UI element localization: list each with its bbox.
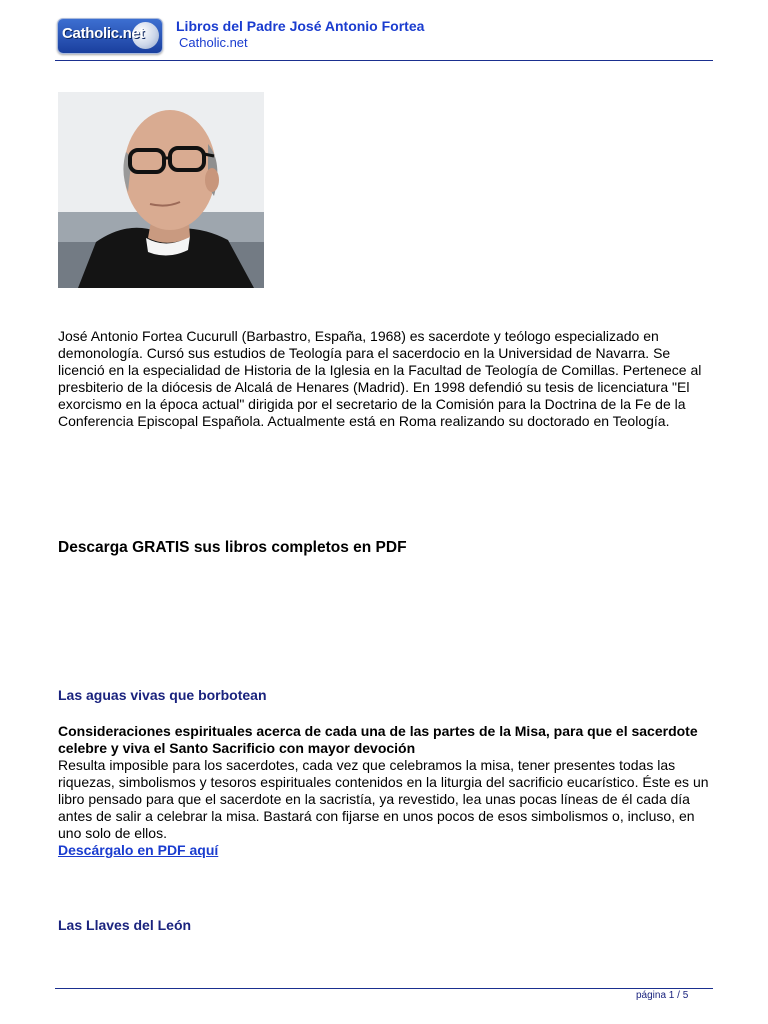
book-subtitle: Consideraciones espirituales acerca de cada una de las partes de la Misa, para que el sacerdote celebre y viva el Santo Sacrificio con mayor devoción [58,723,698,756]
header-divider [55,60,713,61]
book-description-block [58,723,714,859]
book-title: Las aguas vivas que borbotean [58,687,267,703]
page-header [55,14,713,60]
author-photo [58,92,264,288]
downloads-heading: Descarga GRATIS sus libros completos en PDF [58,539,407,556]
page-number: página 1 / 5 [636,990,689,1001]
document-title: Libros del Padre José Antonio Fortea [176,18,425,34]
author-biography: José Antonio Fortea Cucurull (Barbastro, España, 1968) es sacerdote y teólogo especializado en demonología. Cursó sus estudios de Teología para el sacerdocio en la Universidad de Navarra. Se licenció en la especialidad de Historia de la Iglesia en la Facultad de Teología de Comillas. Pertenece al presbiterio de la diócesis de Alcalá de Henares (Madrid). En 1998 defendió su tesis de licenciatura "El exorcismo en la época actual" dirigida por el secretario de la Comisión para la Doctrina de la Fe de la Conferencia Episcopal Española. Actualmente está en Roma realizando su doctorado en Teología. [58,328,702,429]
logo-text: Catholic.net [62,25,145,42]
download-pdf-link[interactable]: Descárgalo en PDF aquí [58,842,219,858]
catholic-net-logo[interactable] [57,18,163,54]
book-description: Resulta imposible para los sacerdotes, cada vez que celebramos la misa, tener presentes todas las riquezas, simbolismos y tesoros espirituales contenidos en la liturgia del sacrificio eucarístico. Éste es un libro pensado para que el sacerdote en la sacristía, ya revestido, lea unas pocas líneas de él cada día antes de salir a celebrar la misa. Bastará con fijarse en unos pocos de esos simbolismos o, incluso, en uno solo de ellos. [58,757,709,841]
footer-divider [55,988,713,989]
book-title: Las Llaves del León [58,917,192,933]
site-name: Catholic.net [179,35,248,50]
